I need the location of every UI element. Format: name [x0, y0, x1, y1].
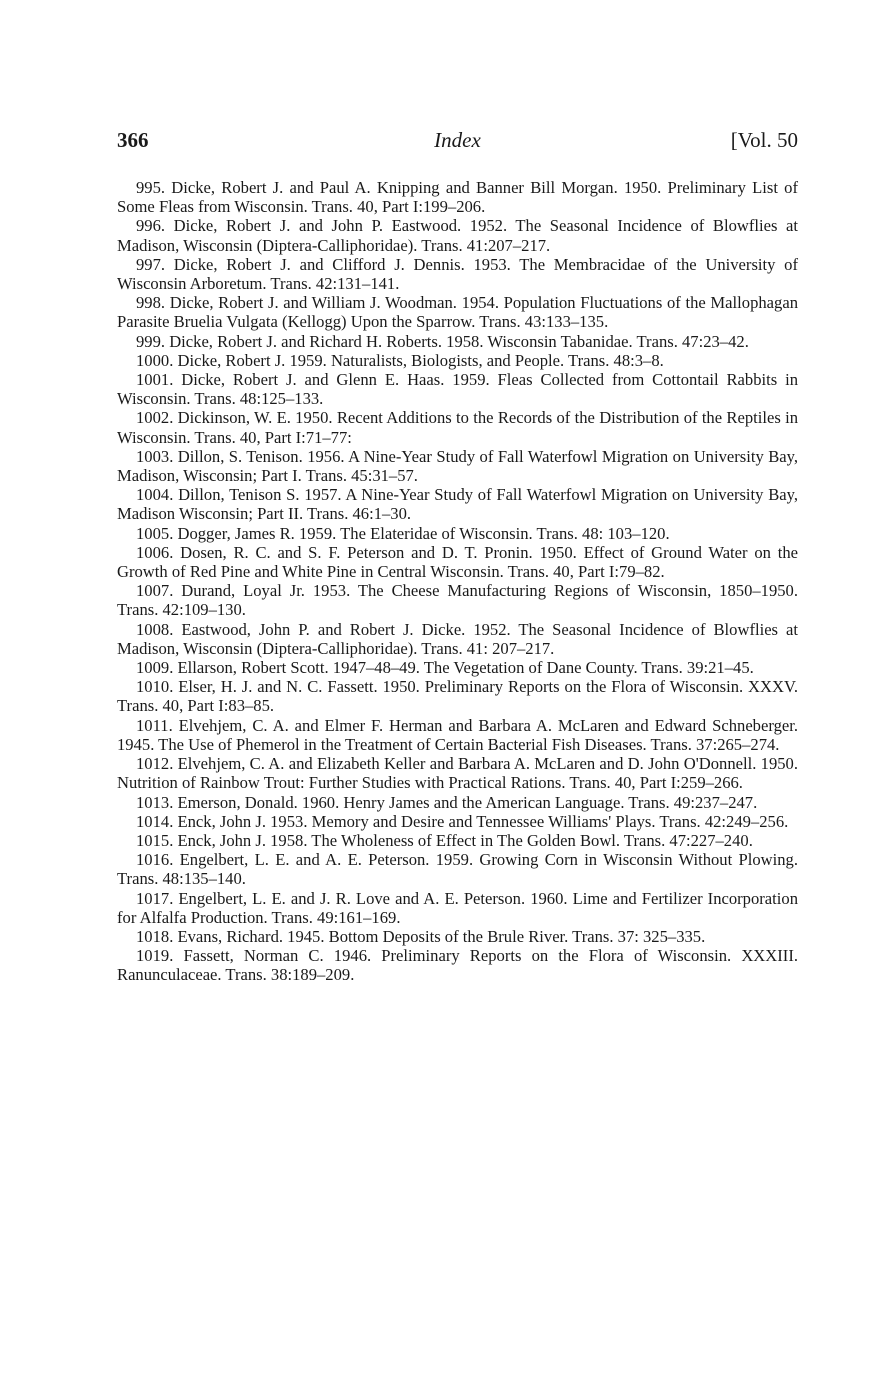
index-entry: 998. Dicke, Robert J. and William J. Woodman. 1954. Population Fluctuations of the Mallophagan Parasite Bruelia Vulgata (Kellogg) Upon the Sparrow. Trans. 43:133–135.	[117, 293, 798, 332]
index-entry: 1013. Emerson, Donald. 1960. Henry James and the American Language. Trans. 49:237–247.	[136, 792, 758, 812]
index-entry: 999. Dicke, Robert J. and Richard H. Roberts. 1958. Wisconsin Tabanidae. Trans. 47:23–42.	[136, 331, 749, 351]
index-entry: 1019. Fassett, Norman C. 1946. Preliminary Reports on the Flora of Wisconsin. XXXIII. Ranunculaceae. Trans. 38:189–209.	[117, 946, 798, 985]
index-entry: 1007. Durand, Loyal Jr. 1953. The Cheese Manufacturing Regions of Wisconsin, 1850–1950. Trans. 42:109–130.	[117, 581, 798, 620]
index-entries	[117, 178, 798, 985]
index-entry: 1016. Engelbert, L. E. and A. E. Peterson. 1959. Growing Corn in Wisconsin Without Plowing. Trans. 48:135–140.	[117, 850, 798, 889]
index-entry: 1009. Ellarson, Robert Scott. 1947–48–49. The Vegetation of Dane County. Trans. 39:21–45.	[136, 658, 754, 678]
index-entry: 1001. Dicke, Robert J. and Glenn E. Haas. 1959. Fleas Collected from Cottontail Rabbits in Wisconsin. Trans. 48:125–133.	[117, 370, 798, 409]
index-entry: 1008. Eastwood, John P. and Robert J. Dicke. 1952. The Seasonal Incidence of Blowflies at Madison, Wisconsin (Diptera-Calliphoridae). Trans. 41: 207–217.	[117, 619, 798, 658]
index-entry: 1018. Evans, Richard. 1945. Bottom Deposits of the Brule River. Trans. 37: 325–335.	[136, 926, 706, 946]
index-entry: 1004. Dillon, Tenison S. 1957. A Nine-Year Study of Fall Waterfowl Migration on University Bay, Madison Wisconsin; Part II. Trans. 46:1–30.	[117, 485, 798, 524]
index-entry: 1017. Engelbert, L. E. and J. R. Love and A. E. Peterson. 1960. Lime and Fertilizer Incorporation for Alfalfa Production. Trans. 49:161–169.	[117, 888, 798, 927]
index-entry: 996. Dicke, Robert J. and John P. Eastwood. 1952. The Seasonal Incidence of Blowflies at Madison, Wisconsin (Diptera-Calliphoridae). Trans. 41:207–217.	[117, 216, 798, 255]
index-entry: 1010. Elser, H. J. and N. C. Fassett. 1950. Preliminary Reports on the Flora of Wisconsin. XXXV. Trans. 40, Part I:83–85.	[117, 677, 798, 716]
index-entry: 1003. Dillon, S. Tenison. 1956. A Nine-Year Study of Fall Waterfowl Migration on University Bay, Madison, Wisconsin; Part I. Trans. 45:31–57.	[117, 446, 798, 486]
running-title: Index	[434, 128, 481, 152]
index-entry: 995. Dicke, Robert J. and Paul A. Knipping and Banner Bill Morgan. 1950. Preliminary List of Some Fleas from Wisconsin. Trans. 40, Part I:199–206.	[117, 178, 798, 217]
index-entry: 1012. Elvehjem, C. A. and Elizabeth Keller and Barbara A. McLaren and D. John O'Donnell. 1950. Nutrition of Rainbow Trout: Further Studies with Practical Rations. Trans. 40, Part I:259–266.	[117, 754, 798, 793]
index-entry: 1000. Dicke, Robert J. 1959. Naturalists, Biologists, and People. Trans. 48:3–8.	[136, 350, 664, 370]
index-entry: 1005. Dogger, James R. 1959. The Elateridae of Wisconsin. Trans. 48: 103–120.	[136, 523, 670, 543]
index-entry: 1015. Enck, John J. 1958. The Wholeness of Effect in The Golden Bowl. Trans. 47:227–240.	[136, 830, 753, 850]
index-entry: 1002. Dickinson, W. E. 1950. Recent Additions to the Records of the Distribution of the Reptiles in Wisconsin. Trans. 40, Part I:71–77:	[117, 408, 798, 447]
page-header	[117, 128, 798, 156]
index-entry: 1014. Enck, John J. 1953. Memory and Desire and Tennessee Williams' Plays. Trans. 42:249–256.	[136, 811, 789, 831]
index-entry: 1006. Dosen, R. C. and S. F. Peterson and D. T. Pronin. 1950. Effect of Ground Water on the Growth of Red Pine and White Pine in Central Wisconsin. Trans. 40, Part I:79–82.	[117, 542, 798, 582]
volume-label: [Vol. 50	[730, 128, 798, 152]
index-entry: 997. Dicke, Robert J. and Clifford J. Dennis. 1953. The Membracidae of the University of Wisconsin Arboretum. Trans. 42:131–141.	[117, 254, 798, 294]
page-number: 366	[117, 128, 149, 152]
index-entry: 1011. Elvehjem, C. A. and Elmer F. Herman and Barbara A. McLaren and Edward Schneberger. 1945. The Use of Phemerol in the Treatment of Certain Bacterial Fish Diseases. Trans. 37:265–274.	[117, 715, 798, 754]
